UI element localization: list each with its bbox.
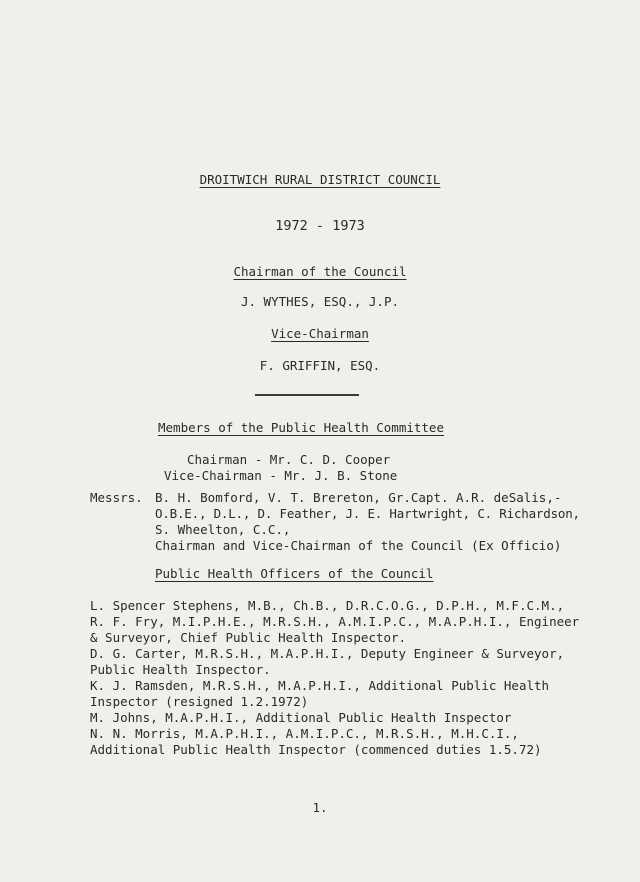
officer-line: Additional Public Health Inspector (commenced duties 1.5.72) [90,742,542,757]
officers-heading: Public Health Officers of the Council [155,566,434,581]
committee-member-line: B. H. Bomford, V. T. Brereton, Gr.Capt. A.R. deSalis,- [155,490,562,505]
vice-chairman-name: F. GRIFFIN, ESQ. [259,358,381,373]
officer-line: & Surveyor, Chief Public Health Inspector. [90,630,407,645]
committee-heading: Members of the Public Health Committee [158,420,444,435]
chairman-name: J. WYTHES, ESQ., J.P. [240,294,400,309]
officer-line: M. Johns, M.A.P.H.I., Additional Public Health Inspector [90,710,512,725]
officer-line: Public Health Inspector. [90,662,271,677]
officer-line: Inspector (resigned 1.2.1972) [90,694,309,709]
officer-line: K. J. Ramsden, M.R.S.H., M.A.P.H.I., Additional Public Health [90,678,550,693]
officer-line: R. F. Fry, M.I.P.H.E., M.R.S.H., A.M.I.P.C., M.A.P.H.I., Engineer [90,614,580,629]
committee-member-line: S. Wheelton, C.C., [155,522,291,537]
chairman-heading: Chairman of the Council [233,264,407,279]
vice-chairman-heading: Vice-Chairman [271,326,369,341]
years: 1972 - 1973 [275,218,365,234]
page-number: 1. [312,800,328,815]
committee-chairman: Chairman - Mr. C. D. Cooper [187,452,391,467]
officer-line: N. N. Morris, M.A.P.H.I., A.M.I.P.C., M.R.S.H., M.H.C.I., [90,726,519,741]
committee-member-line: O.B.E., D.L., D. Feather, J. E. Hartwright, C. Richardson, [155,506,580,521]
committee-member-line: Chairman and Vice-Chairman of the Council (Ex Officio) [155,538,562,553]
committee-vice-chairman: Vice-Chairman - Mr. J. B. Stone [164,468,398,483]
officer-line: L. Spencer Stephens, M.B., Ch.B., D.R.C.O.G., D.P.H., M.F.C.M., [90,598,565,613]
officer-line: D. G. Carter, M.R.S.H., M.A.P.H.I., Deputy Engineer & Surveyor, [90,646,565,661]
messrs-label: Messrs. [90,490,143,505]
document-title: DROITWICH RURAL DISTRICT COUNCIL [199,172,441,187]
section-divider [255,394,359,396]
